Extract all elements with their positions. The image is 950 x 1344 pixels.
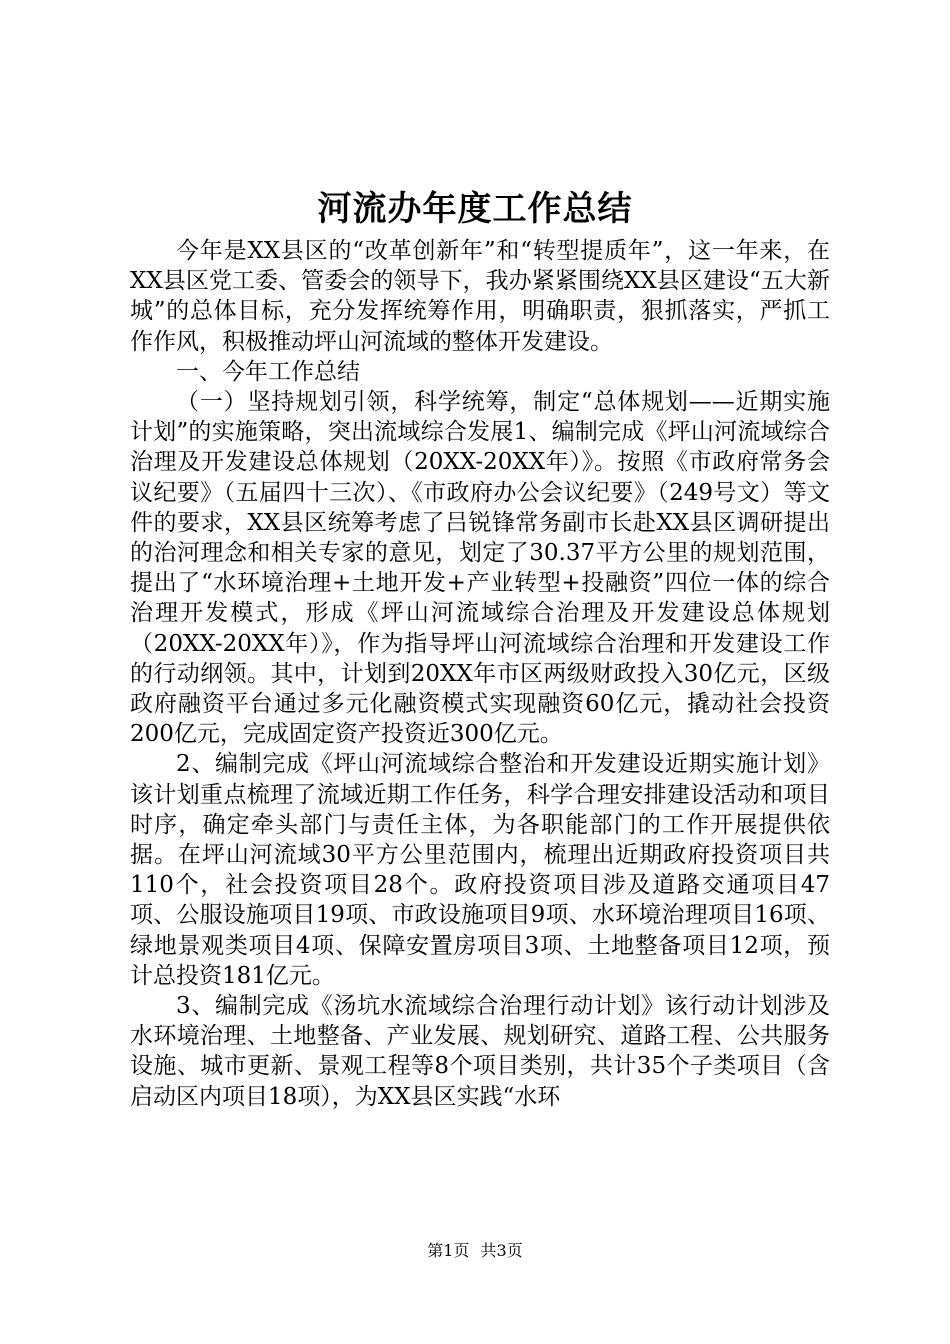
paragraph-intro: 今年是XX县区的“改革创新年”和“转型提质年”，这一年来，在XX县区党工委、管委会的领导下，我办紧紧围绕XX县区建设“五大新城”的总体目标，充分发挥统筹作用，明确职责，狠抓落实，严抓工作作风，积极推动坪山河流域的整体开发建设。 (130, 238, 830, 355)
page-footer (0, 1240, 950, 1262)
paragraph-item-1: （一）坚持规划引领，科学统筹，制定“总体规划——近期实施计划”的实施策略，突出流域综合发展1、编制完成《坪山河流域综合治理及开发建设总体规划（20XX-20XX年）》。按照《市政府常务会议纪要》（五届四十三次）、《市政府办公会议纪要》（249号文）等文件的要求，XX县区统筹考虑了吕锐锋常务副市长赴XX县区调研提出的治河理念和相关专家的意见，划定了30.37平方公里的规划范围，提出了“水环境治理+土地开发+产业转型+投融资”四位一体的综合治理开发模式，形成《坪山河流域综合治理及开发建设总体规划（20XX-20XX年）》，作为指导坪山河流域综合治理和开发建设工作的行动纲领。其中，计划到20XX年市区两级财政投入30亿元，区级政府融资平台通过多元化融资模式实现融资60亿元，撬动社会投资200亿元，完成固定资产投资近300亿元。 (130, 389, 830, 748)
document-title: 河流办年度工作总结 (317, 189, 633, 229)
page-total: 共3页 (480, 1241, 523, 1260)
paragraph-item-3: 3、编制完成《汤坑水流域综合治理行动计划》该行动计划涉及水环境治理、土地整备、产业发展、规划研究、道路工程、公共服务设施、城市更新、景观工程等8个项目类别，共计35个子类项目（含启动区内项目18项），为XX县区实践“水环 (130, 993, 830, 1110)
page-number: 第1页 (427, 1241, 470, 1260)
paragraph-item-2: 2、编制完成《坪山河流域综合整治和开发建设近期实施计划》该计划重点梳理了流域近期工作任务，科学合理安排建设活动和项目时序，确定牵头部门与责任主体，为各职能部门的工作开展提供依据。在坪山河流域30平方公里范围内，梳理出近期政府投资项目共110个，社会投资项目28个。政府投资项目涉及道路交通项目47项、公服设施项目19项、市政设施项目9项、水环境治理项目16项、绿地景观类项目4项、保障安置房项目3项、土地整备项目12项，预计总投资181亿元。 (130, 751, 830, 989)
section-heading: 一、今年工作总结 (176, 358, 360, 385)
document-body (130, 236, 830, 1112)
